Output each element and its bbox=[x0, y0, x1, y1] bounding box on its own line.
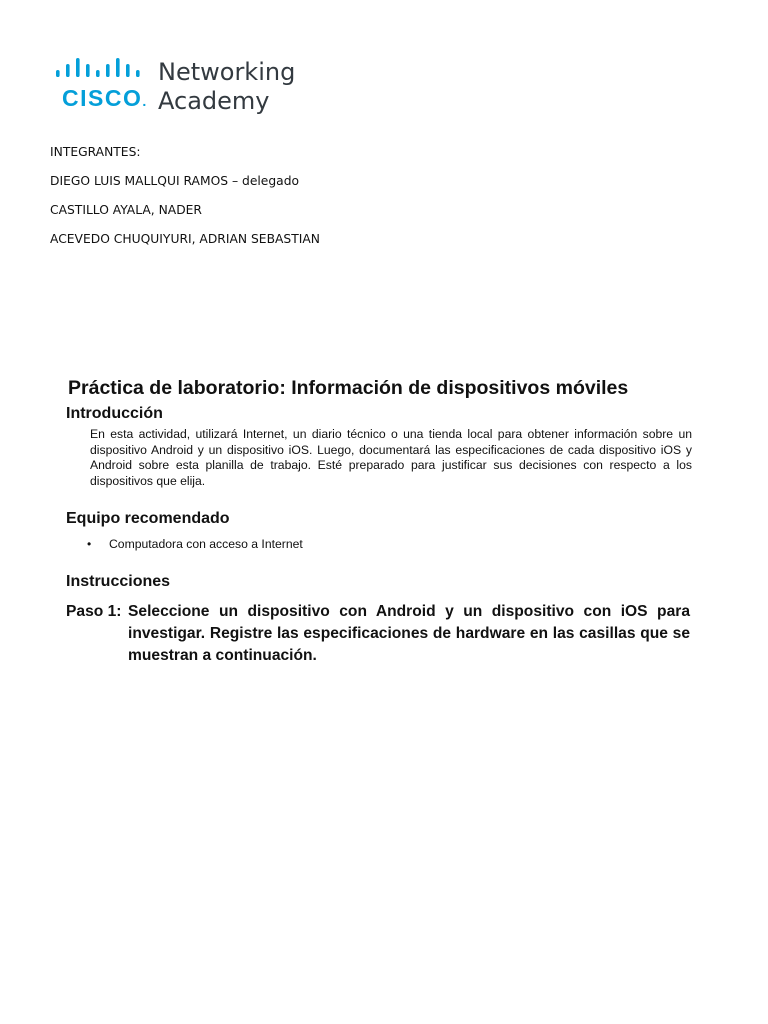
equipment-heading: Equipo recomendado bbox=[66, 510, 230, 527]
networking-text: Networking bbox=[158, 58, 296, 86]
document-title: Práctica de laboratorio: Información de dispositivos móviles bbox=[68, 377, 629, 399]
step-1-label: Paso 1: bbox=[66, 603, 122, 620]
instructions-heading: Instrucciones bbox=[66, 573, 171, 590]
member-item: ACEVEDO CHUQUIYURI, ADRIAN SEBASTIAN bbox=[50, 232, 320, 246]
cisco-wordmark: CISCO. bbox=[62, 85, 148, 111]
member-item: CASTILLO AYALA, NADER bbox=[50, 203, 202, 217]
equipment-item-text: Computadora con acceso a Internet bbox=[109, 537, 303, 551]
equipment-list-item bbox=[87, 536, 692, 552]
step-1 bbox=[66, 601, 690, 667]
intro-paragraph: En esta actividad, utilizará Internet, un diario técnico o una tienda local para obtener información sobre un dispositivo Android y un dispositivo iOS. Luego, documentará las especificaciones de cada dispositivo iOS y Android sobre esta planilla de trabajo. Esté preparado para justificar sus decisiones con respecto a los dispositivos que elija. bbox=[90, 427, 692, 488]
cisco-networking-academy-logo bbox=[54, 58, 314, 120]
members-section bbox=[50, 145, 320, 261]
step-1-text: Seleccione un dispositivo con Android y un dispositivo con iOS para investigar. Registre las especificaciones de hardware en las casillas que se muestran a continuación. bbox=[128, 603, 690, 664]
academy-text: Academy bbox=[158, 87, 270, 115]
intro-heading: Introducción bbox=[66, 405, 163, 422]
bullet-icon: • bbox=[87, 537, 92, 551]
lab-document bbox=[66, 376, 692, 667]
member-item: DIEGO LUIS MALLQUI RAMOS – delegado bbox=[50, 174, 300, 188]
members-heading: INTEGRANTES: bbox=[50, 145, 141, 159]
cisco-bridge-bars-icon bbox=[56, 58, 140, 77]
cisco-logo-graphic bbox=[54, 58, 314, 120]
